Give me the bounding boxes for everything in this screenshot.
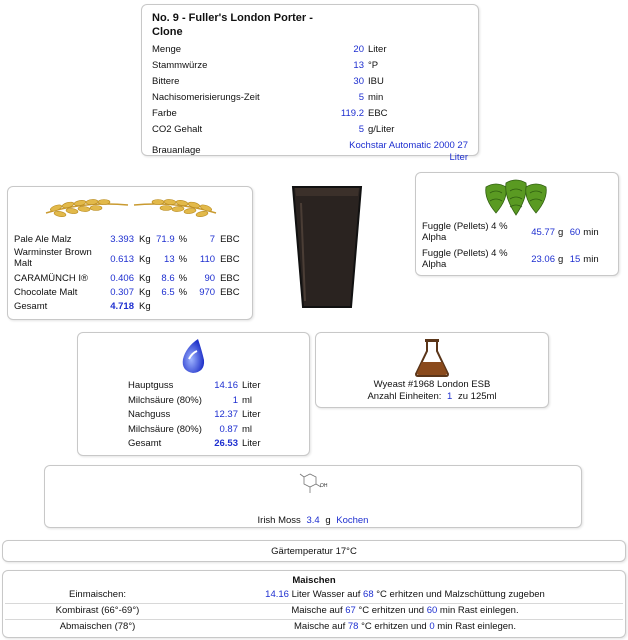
molecule-icon bbox=[296, 471, 330, 499]
hop-row bbox=[422, 221, 602, 248]
malt-kg-unit: Kg bbox=[139, 253, 151, 265]
yeast-panel bbox=[315, 332, 549, 408]
mash-step-text-part: min Rast einlegen. bbox=[439, 605, 519, 616]
mash-step-einmaischen bbox=[5, 588, 623, 602]
mash-step-temp: 68 bbox=[363, 589, 374, 600]
malt-kg: 3.393 bbox=[110, 234, 134, 245]
malt-ebc: 7 bbox=[209, 234, 216, 245]
hop-name: Fuggle (Pellets) 4 % Alpha bbox=[422, 221, 508, 243]
water-total-label: Gesamt bbox=[128, 438, 162, 449]
recipe-row bbox=[152, 122, 468, 138]
mash-step-liters: 14.16 bbox=[265, 589, 289, 600]
mash-step-kombirast bbox=[5, 604, 623, 618]
malt-row bbox=[14, 247, 242, 272]
misc-line bbox=[45, 514, 581, 528]
water-row-value: 1 bbox=[232, 394, 238, 406]
mash-step-temp: 67 bbox=[345, 605, 356, 616]
mash-step-text-part: °C erhitzen und bbox=[358, 605, 425, 616]
water-row-value: 12.37 bbox=[214, 409, 238, 420]
yeast-units-label: Anzahl Einheiten: bbox=[367, 391, 442, 402]
recipe-row bbox=[152, 90, 468, 106]
malt-row bbox=[14, 272, 242, 286]
water-panel bbox=[77, 332, 310, 456]
mash-step-text-part: Maische auf bbox=[294, 621, 346, 632]
wheat-ears-icon bbox=[36, 191, 226, 221]
hop-amount-unit: g bbox=[558, 253, 564, 265]
recipe-title: No. 9 - Fuller's London Porter - Clone bbox=[152, 12, 313, 38]
malt-name: Chocolate Malt bbox=[14, 287, 78, 298]
water-drop-icon bbox=[178, 337, 208, 375]
mash-step-label: Kombirast (66°-69°) bbox=[55, 605, 140, 616]
yeast-name: Wyeast #1968 London ESB bbox=[373, 379, 491, 390]
malt-percent-unit: % bbox=[178, 273, 188, 284]
misc-name: Irish Moss bbox=[257, 515, 301, 526]
flask-icon bbox=[413, 338, 451, 378]
mash-title: Maischen bbox=[292, 575, 336, 586]
water-row-value: 14.16 bbox=[214, 380, 238, 391]
mash-step-label: Einmaischen: bbox=[68, 589, 127, 600]
malt-ebc-unit: EBC bbox=[220, 287, 240, 298]
mash-schedule-panel bbox=[2, 570, 626, 638]
malt-kg-unit: Kg bbox=[139, 234, 151, 245]
malt-kg-unit: Kg bbox=[139, 287, 151, 298]
mash-step-temp: 78 bbox=[347, 621, 359, 632]
malt-kg-unit: Kg bbox=[139, 273, 151, 284]
recipe-row-value: 30 bbox=[353, 76, 364, 87]
recipe-row bbox=[152, 74, 468, 90]
malt-ebc-unit: EBC bbox=[220, 234, 240, 245]
hops-panel bbox=[415, 172, 619, 276]
misc-stage: Kochen bbox=[336, 515, 369, 526]
malt-percent-unit: % bbox=[178, 234, 188, 245]
malt-kg: 0.307 bbox=[110, 287, 134, 298]
malt-kg: 0.613 bbox=[110, 253, 134, 265]
mash-step-text-part: Maische auf bbox=[291, 605, 343, 616]
recipe-row-unit: IBU bbox=[368, 76, 384, 87]
hop-name: Fuggle (Pellets) 4 % Alpha bbox=[422, 248, 508, 270]
molecule-label: OH bbox=[320, 483, 328, 489]
recipe-row bbox=[152, 42, 468, 58]
recipe-row-value: 119.2 bbox=[340, 108, 364, 119]
misc-unit: g bbox=[325, 515, 331, 526]
malt-total-unit: Kg bbox=[139, 301, 151, 312]
malt-total-value: 4.718 bbox=[110, 301, 134, 312]
mash-step-minutes: 0 bbox=[429, 621, 435, 632]
recipe-row-value: 20 bbox=[353, 44, 364, 55]
brauanlage-value: Kochstar Automatic 2000 27 Liter bbox=[349, 140, 468, 163]
hop-time: 15 bbox=[569, 253, 581, 265]
water-row-unit: ml bbox=[242, 394, 253, 406]
recipe-row-label: CO2 Gehalt bbox=[152, 124, 203, 135]
water-total-row bbox=[128, 437, 264, 452]
hops-table bbox=[422, 221, 602, 275]
yeast-units-value: 1 bbox=[447, 391, 453, 402]
misc-panel bbox=[44, 465, 582, 528]
beer-glass-icon bbox=[289, 183, 365, 311]
malt-row bbox=[14, 286, 242, 300]
mash-step-text-part: °C erhitzen und Malzschüttung zugeben bbox=[376, 589, 545, 600]
mash-step-abmaischen bbox=[5, 620, 623, 634]
recipe-row-unit: g/Liter bbox=[368, 124, 395, 135]
recipe-parameters-table bbox=[152, 42, 468, 164]
mash-step-text bbox=[190, 620, 620, 634]
hop-time-unit: min bbox=[583, 226, 599, 238]
malt-ebc: 970 bbox=[199, 287, 216, 298]
malt-name: Warminster Brown Malt bbox=[14, 247, 92, 269]
water-row-label: Hauptguss bbox=[128, 380, 174, 391]
water-row-label: Milchsäure (80%) bbox=[128, 394, 202, 406]
malt-total-label: Gesamt bbox=[14, 301, 48, 312]
recipe-row-value: 5 bbox=[358, 92, 364, 103]
malt-ebc: 90 bbox=[204, 273, 216, 284]
mash-step-text bbox=[190, 588, 620, 602]
mash-step-text-part: Liter Wasser auf bbox=[291, 589, 361, 600]
malt-percent: 6.5 bbox=[161, 287, 175, 298]
mash-step-text bbox=[190, 604, 620, 618]
water-total-value: 26.53 bbox=[214, 438, 238, 449]
recipe-summary-panel bbox=[141, 4, 479, 163]
water-row-label: Milchsäure (80%) bbox=[128, 423, 202, 435]
hop-row bbox=[422, 248, 602, 275]
water-row-label: Nachguss bbox=[128, 409, 171, 420]
yeast-units-suffix: zu 125ml bbox=[457, 391, 497, 402]
malt-ebc-unit: EBC bbox=[220, 253, 240, 265]
fermentation-temperature: Gärtemperatur 17°C bbox=[271, 546, 357, 557]
hop-time: 60 bbox=[569, 226, 581, 238]
malt-percent-unit: % bbox=[178, 287, 188, 298]
recipe-row-label: Stammwürze bbox=[152, 60, 208, 71]
recipe-row-label: Menge bbox=[152, 44, 182, 55]
brauanlage-label: Brauanlage bbox=[152, 145, 201, 156]
water-total-unit: Liter bbox=[242, 438, 261, 449]
malt-total-row bbox=[14, 300, 242, 314]
yeast-units-line bbox=[316, 391, 548, 403]
hop-amount: 45.77 bbox=[531, 226, 555, 238]
recipe-row-label: Bittere bbox=[152, 76, 180, 87]
water-row-unit: Liter bbox=[242, 380, 261, 391]
water-row bbox=[128, 394, 264, 409]
water-row bbox=[128, 379, 264, 394]
malt-percent: 71.9 bbox=[156, 234, 175, 245]
hop-amount: 23.06 bbox=[531, 253, 555, 265]
water-row bbox=[128, 408, 264, 423]
recipe-row-unit: °P bbox=[368, 60, 379, 71]
malt-ebc: 110 bbox=[199, 253, 216, 265]
malt-row bbox=[14, 233, 242, 247]
malt-name: Pale Ale Malz bbox=[14, 234, 72, 245]
malt-percent-unit: % bbox=[178, 253, 188, 265]
malt-ebc-unit: EBC bbox=[220, 273, 240, 284]
hop-cones-icon bbox=[478, 177, 554, 219]
hop-time-unit: min bbox=[583, 253, 599, 265]
misc-amount: 3.4 bbox=[306, 515, 320, 526]
malt-percent: 13 bbox=[164, 253, 175, 265]
recipe-row bbox=[152, 106, 468, 122]
malts-panel bbox=[7, 186, 253, 320]
malt-percent: 8.6 bbox=[161, 273, 175, 284]
water-table bbox=[128, 379, 264, 452]
fermentation-temperature-panel bbox=[2, 540, 626, 562]
recipe-row-label: Nachisomerisierungs-Zeit bbox=[152, 92, 260, 103]
mash-step-label: Abmaischen (78°) bbox=[59, 621, 136, 632]
water-row bbox=[128, 423, 264, 438]
water-row-unit: ml bbox=[242, 423, 253, 435]
hop-amount-unit: g bbox=[558, 226, 564, 238]
recipe-row-value: 5 bbox=[358, 124, 364, 135]
water-row-unit: Liter bbox=[242, 409, 261, 420]
recipe-row-unit: min bbox=[368, 92, 384, 103]
mash-step-text-part: °C erhitzen und bbox=[361, 621, 427, 632]
malt-name: CARAMÜNCH I® bbox=[14, 273, 89, 284]
water-row-value: 0.87 bbox=[219, 423, 238, 435]
malt-kg: 0.406 bbox=[110, 273, 134, 284]
recipe-row-label: Farbe bbox=[152, 108, 177, 119]
mash-step-minutes: 60 bbox=[426, 605, 438, 616]
mash-step-text-part: min Rast einlegen. bbox=[437, 621, 516, 632]
recipe-row-brauanlage bbox=[152, 138, 468, 164]
recipe-row-value: 13 bbox=[353, 60, 364, 71]
recipe-row-unit: EBC bbox=[368, 108, 388, 119]
recipe-row-unit: Liter bbox=[368, 44, 387, 55]
recipe-row bbox=[152, 58, 468, 74]
malts-table bbox=[14, 233, 242, 314]
